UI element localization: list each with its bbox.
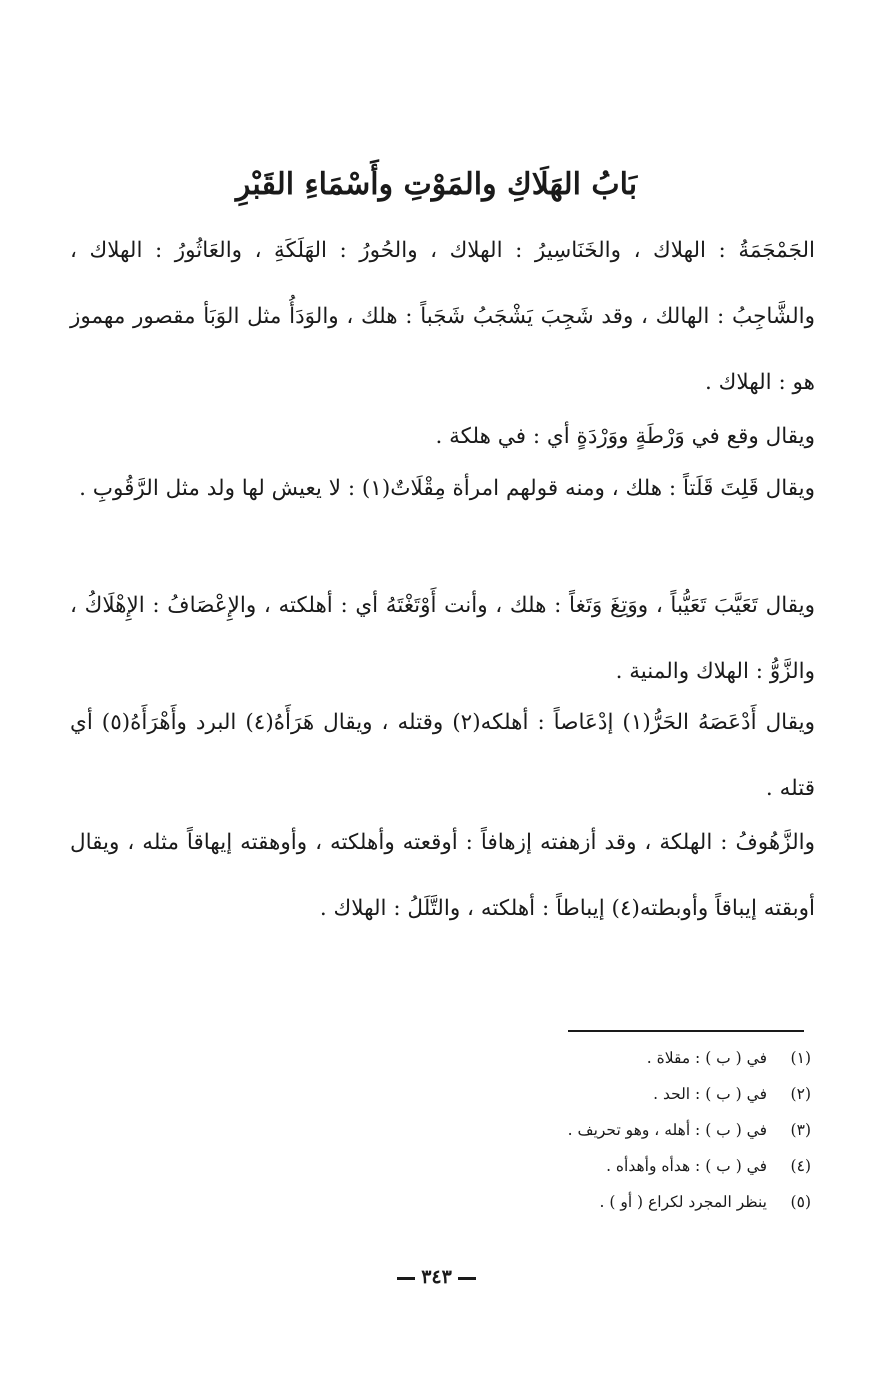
dash-left xyxy=(458,1277,476,1280)
paragraph: ويقال تَعَيَّبَ تَعَيُّباً ، ووَتِغَ وَتَغاً : هلك ، وأنت أَوْتَغْتَهُ أي : أهلكته ، والإِعْصَافُ : الإِهْلَاكُ ، والزَّوُّ : الهلاك والمنية . xyxy=(70,593,815,684)
footnote-number: (٥) xyxy=(790,1193,811,1211)
paragraph: ويقال وقع في وَرْطَةٍ ووَرْدَةٍ أي : في هلكة . xyxy=(435,424,815,449)
paragraph: ويقال قَلِتَ قَلَتاً : هلك ، ومنه قولهم امرأة مِقْلَاتٌ(١) : لا يعيش لها ولد مثل الرَّقُوبِ . xyxy=(79,476,815,501)
footnotes xyxy=(411,1040,811,1220)
footnote-text: في ( ب ) : مقلاة . xyxy=(646,1049,767,1067)
footnote-number: (١) xyxy=(790,1049,811,1067)
footnote-text: في ( ب ) : أهله ، وهو تحريف . xyxy=(567,1121,767,1139)
footnote-divider xyxy=(568,1030,804,1032)
footnote-number: (٣) xyxy=(790,1121,811,1139)
footnote xyxy=(411,1148,811,1184)
footnote xyxy=(411,1112,811,1148)
footnote-number: (٢) xyxy=(790,1085,811,1103)
chapter-title: بَابُ الهَلَاكِ والمَوْتِ وأَسْمَاءِ القَبْرِ xyxy=(235,167,638,202)
footnote-text: ينظر المجرد لكراع ( أو ) . xyxy=(599,1193,767,1211)
paragraph: ويقال أَدْعَصَهُ الحَرُّ(١) إدْعَاصاً : أهلكه(٢) وقتله ، ويقال هَرَأَهُ(٤) البرد وأَهْرَأَهُ(٥) أي قتله . xyxy=(70,710,815,801)
dash-right xyxy=(397,1277,415,1280)
footnote-number: (٤) xyxy=(790,1157,811,1175)
footnote xyxy=(411,1184,811,1220)
footnote xyxy=(411,1076,811,1112)
footnote-text: في ( ب ) : الحد . xyxy=(653,1085,767,1103)
page-number-block xyxy=(0,1262,873,1292)
footnote-text: في ( ب ) : هدأه وأهدأه . xyxy=(606,1157,767,1175)
page-number: ٣٤٣ xyxy=(421,1266,452,1288)
footnote xyxy=(411,1040,811,1076)
paragraph: الجَمْجَمَةُ : الهلاك ، والخَنَاسِيرُ : الهلاك ، والحُورُ : الهَلَكَةِ ، والعَاثُورُ : الهلاك ، والشَّاجِبُ : الهالك ، وقد شَجِبَ يَشْجَبُ شَجَباً : هلك ، والوَدَأُ مثل الوَبَأ مقصور مهموز هو : الهلاك . xyxy=(70,238,815,395)
paragraph: والزَّهُوفُ : الهلكة ، وقد أزهفته إزهافاً : أوقعته وأهلكته ، وأوهقته إيهاقاً مثله ، ويقال أوبقته إيباقاً وأوبطته(٤) إيباطاً : أهلكته ، والتَّلَلُ : الهلاك . xyxy=(70,830,815,921)
